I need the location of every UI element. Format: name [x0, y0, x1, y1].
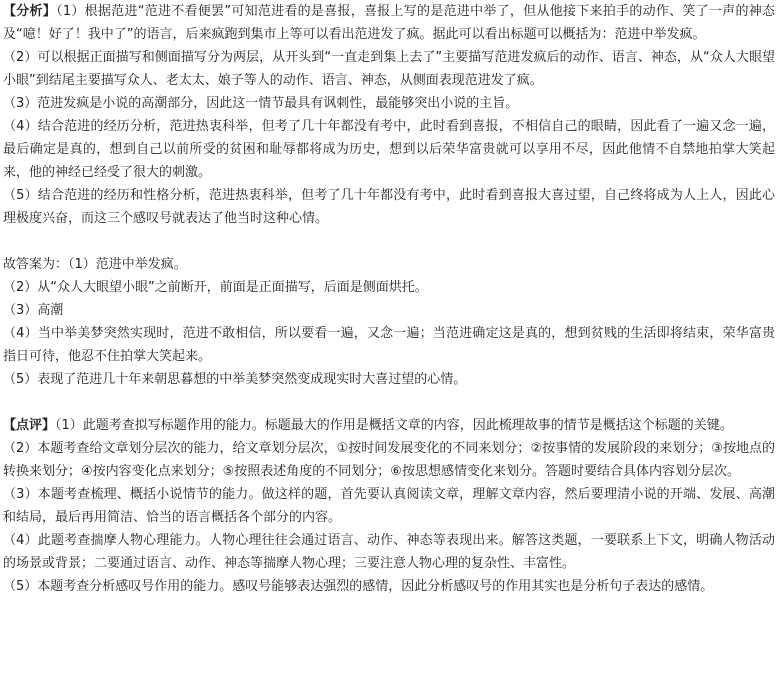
- answer-line-2: （2）从“众人大眼望小眼”之前断开，前面是正面描写，后面是侧面烘托。: [3, 280, 428, 295]
- comment-paragraph-2: （2）本题考查给文章划分层次的能力，给文章划分层次，①按时间发展变化的不同来划分；②按事情的发展阶段的来划分；③按地点的转换来划分；④按内容变化点来划分；⑤按照表述角度的不同划分；⑥按思想感情变化来划分。答题时要结合具体内容划分层次。: [3, 441, 775, 479]
- spacer: [3, 391, 775, 414]
- document-body: [3, 0, 775, 598]
- analysis-paragraph-3: （3）范进发疯是小说的高潮部分，因此这一情节最具有讽刺性，最能够突出小说的主旨。: [3, 96, 519, 111]
- comment-text-1: （1）此题考查拟写标题作用的能力。标题最大的作用是概括文章的内容，因此梳理故事的情节是概括这个标题的关键。: [55, 418, 733, 433]
- analysis-text-1: （1）根据范进“范进不看便罢”可知范进看的是喜报，喜报上写的是范进中举了，但从他接下来拍手的动作、笑了一声的神态及“噫！好了！我中了”的语言，后来疯跑到集市上等可以看出范进发了疯。据此可以看出标题可以概括为：范进中举发疯。: [3, 4, 775, 42]
- answer-line-5: （5）表现了范进几十年来朝思暮想的中举美梦突然变成现实时大喜过望的心情。: [3, 372, 467, 387]
- answer-line-1: 故答案为：（1）范进中举发疯。: [3, 257, 187, 272]
- spacer: [3, 230, 775, 253]
- analysis-tag: 【分析】: [3, 4, 57, 19]
- comment-paragraph-5: （5）本题考查分析感叹号作用的能力。感叹号能够表达强烈的感情，因此分析感叹号的作用其实也是分析句子表达的感情。: [3, 579, 714, 594]
- analysis-paragraph-1: [3, 0, 775, 46]
- analysis-paragraph-5: （5）结合范进的经历和性格分析，范进热衷科举，但考了几十年都没有考中，此时看到喜报大喜过望，自己终将成为人上人，因此心理极度兴奋，而这三个感叹号就表达了他当时这种心情。: [3, 188, 775, 226]
- comment-paragraph-1: [3, 414, 775, 437]
- answer-line-4: （4）当中举美梦突然实现时，范进不敢相信，所以要看一遍，又念一遍；当范进确定这是真的，想到贫贱的生活即将结束，荣华富贵指日可待，他忍不住拍掌大笑起来。: [3, 326, 775, 364]
- analysis-paragraph-2: （2）可以根据正面描写和侧面描写分为两层，从开头到“一直走到集上去了”主要描写范进发疯后的动作、语言、神态，从“众人大眼望小眼”到结尾主要描写众人、老太太、娘子等人的动作、语言、神态，从侧面表现范进发了疯。: [3, 50, 775, 88]
- analysis-paragraph-4: （4）结合范进的经历分析，范进热衷科举，但考了几十年都没有考中，此时看到喜报，不相信自己的眼睛，因此看了一遍又念一遍，最后确定是真的，想到自己以前所受的贫困和耻辱都将成为历史，想到以后荣华富贵就可以享用不尽，因此他情不自禁地拍掌大笑起来，他的神经已经受了很大的刺激。: [3, 119, 775, 180]
- comment-tag: 【点评】: [3, 418, 56, 433]
- comment-paragraph-4: （4）此题考查揣摩人物心理能力。人物心理往往会通过语言、动作、神态等表现出来。解答这类题，一要联系上下文，明确人物活动的场景或背景；二要通过语言、动作、神态等揣摩人物心理；三要注意人物心理的复杂性、丰富性。: [3, 533, 775, 571]
- comment-paragraph-3: （3）本题考查梳理、概括小说情节的能力。做这样的题，首先要认真阅读文章，理解文章内容，然后要理清小说的开端、发展、高潮和结局，最后再用简洁、恰当的语言概括各个部分的内容。: [3, 487, 775, 525]
- answer-line-3: （3）高潮: [3, 303, 64, 318]
